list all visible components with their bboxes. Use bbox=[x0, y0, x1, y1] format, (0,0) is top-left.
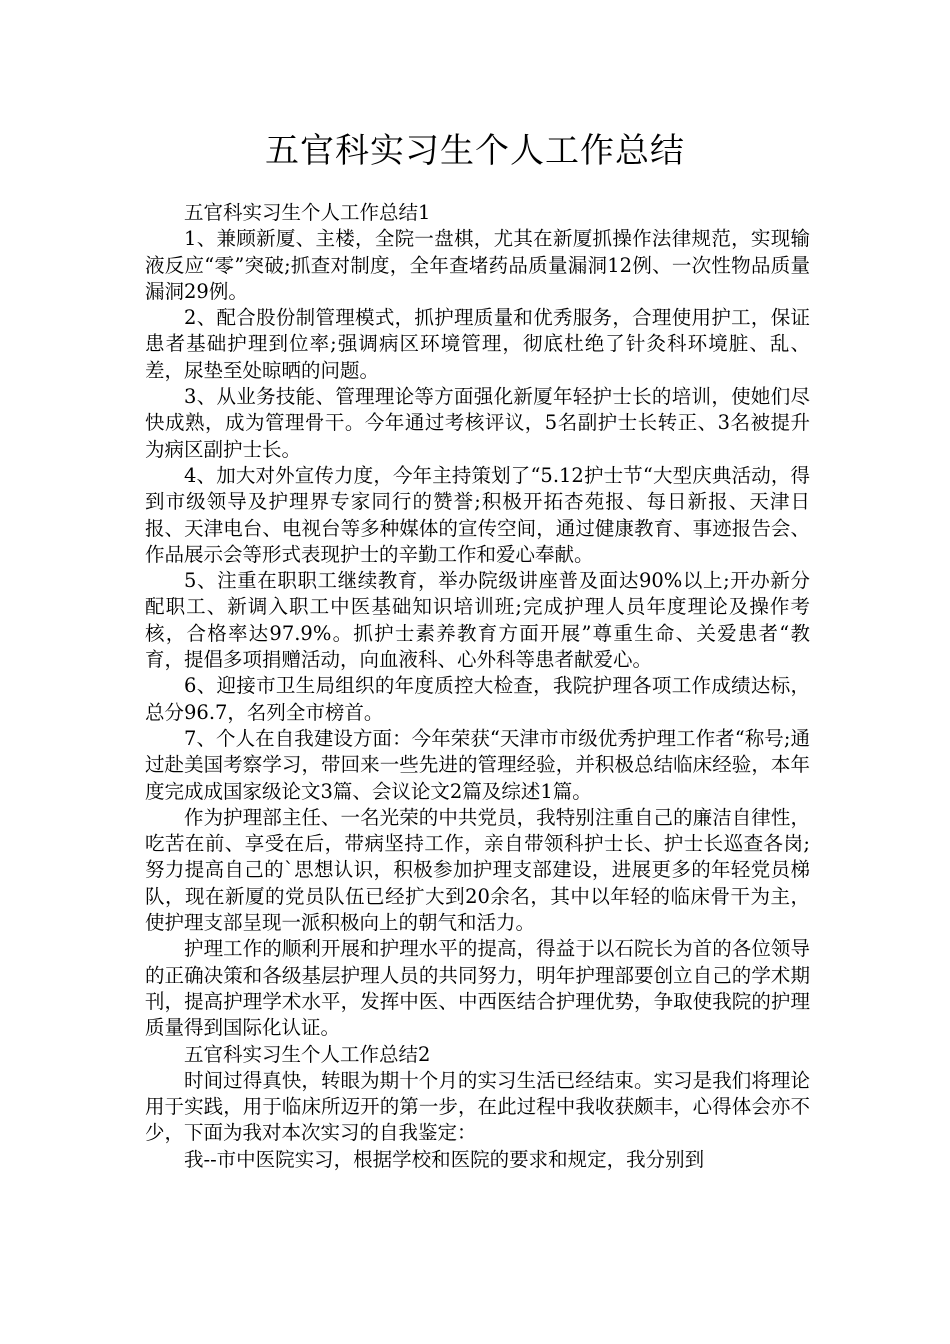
document-title: 五官科实习生个人工作总结 bbox=[265, 131, 685, 171]
paragraph: 2、配合股份制管理模式，抓护理质量和优秀服务，合理使用护工，保证患者基础护理到位率;强调病区环境管理，彻底杜绝了针灸科环境脏、乱、差，尿垫至处晾晒的问题。 bbox=[145, 306, 810, 382]
paragraph: 我--市中医院实习，根据学校和医院的要求和规定，我分别到 bbox=[184, 1147, 705, 1171]
paragraph: 6、迎接市卫生局组织的年度质控大检查，我院护理各项工作成绩达标，总分96.7，名列全市榜首。 bbox=[145, 674, 810, 724]
paragraph: 7、个人在自我建设方面：今年荣获“天津市市级优秀护理工作者“称号;通过赴美国考察学习，带回来一些先进的管理经验，并积极总结临床经验，本年度完成成国家级论文3篇、会议论文2篇及综述1篇。 bbox=[145, 726, 810, 803]
paragraph: 5、注重在职职工继续教育，举办院级讲座普及面达90%以上;开办新分配职工、新调入职工中医基础知识培训班;完成护理人员年度理论及操作考核，合格率达97.9%。抓护士素养教育方面开展”尊重生命、关爱患者“教育，提倡多项捐赠活动，向血液科、心外科等患者献爱心。 bbox=[145, 569, 810, 672]
document-body bbox=[145, 200, 810, 1173]
paragraph: 4、加大对外宣传力度，今年主持策划了“5.12护士节“大型庆典活动，得到市级领导及护理界专家同行的赞誉;积极开拓杏苑报、每日新报、天津日报、天津电台、电视台等多种媒体的宣传空间，通过健康教育、事迹报告会、作品展示会等形式表现护士的辛勤工作和爱心奉献。 bbox=[145, 463, 810, 566]
paragraph: 1、兼顾新厦、主楼，全院一盘棋，尤其在新厦抓操作法律规范，实现输液反应“零”突破;抓查对制度，全年查堵药品质量漏洞12例、一次性物品质量漏洞29例。 bbox=[145, 227, 810, 303]
paragraph: 护理工作的顺利开展和护理水平的提高，得益于以石院长为首的各位领导的正确决策和各级基层护理人员的共同努力，明年护理部要创立自己的学术期刊，提高护理学术水平，发挥中医、中西医结合护理优势，争取使我院的护理质量得到国际化认证。 bbox=[145, 937, 810, 1040]
section-heading-1: 五官科实习生个人工作总结1 bbox=[184, 201, 431, 224]
paragraph: 3、从业务技能、管理理论等方面强化新厦年轻护士长的培训，使她们尽快成熟，成为管理骨干。今年通过考核评议，5名副护士长转正、3名被提升为病区副护士长。 bbox=[145, 385, 810, 461]
paragraph: 作为护理部主任、一名光荣的中共党员，我特别注重自己的廉洁自律性，吃苦在前、享受在后，带病坚持工作，亲自带领科护士长、护士长巡查各岗;努力提高自己的`思想认识，积极参加护理支部建设，进展更多的年轻党员梯队，现在新厦的党员队伍已经扩大到20余名，其中以年轻的临床骨干为主，使护理支部呈现一派积极向上的朝气和活力。 bbox=[145, 805, 810, 935]
paragraph: 时间过得真快，转眼为期十个月的实习生活已经结束。实习是我们将理论用于实践，用于临床所迈开的第一步，在此过程中我收获颇丰，心得体会亦不少，下面为我对本次实习的自我鉴定： bbox=[145, 1068, 810, 1145]
section-heading-2: 五官科实习生个人工作总结2 bbox=[184, 1042, 431, 1066]
